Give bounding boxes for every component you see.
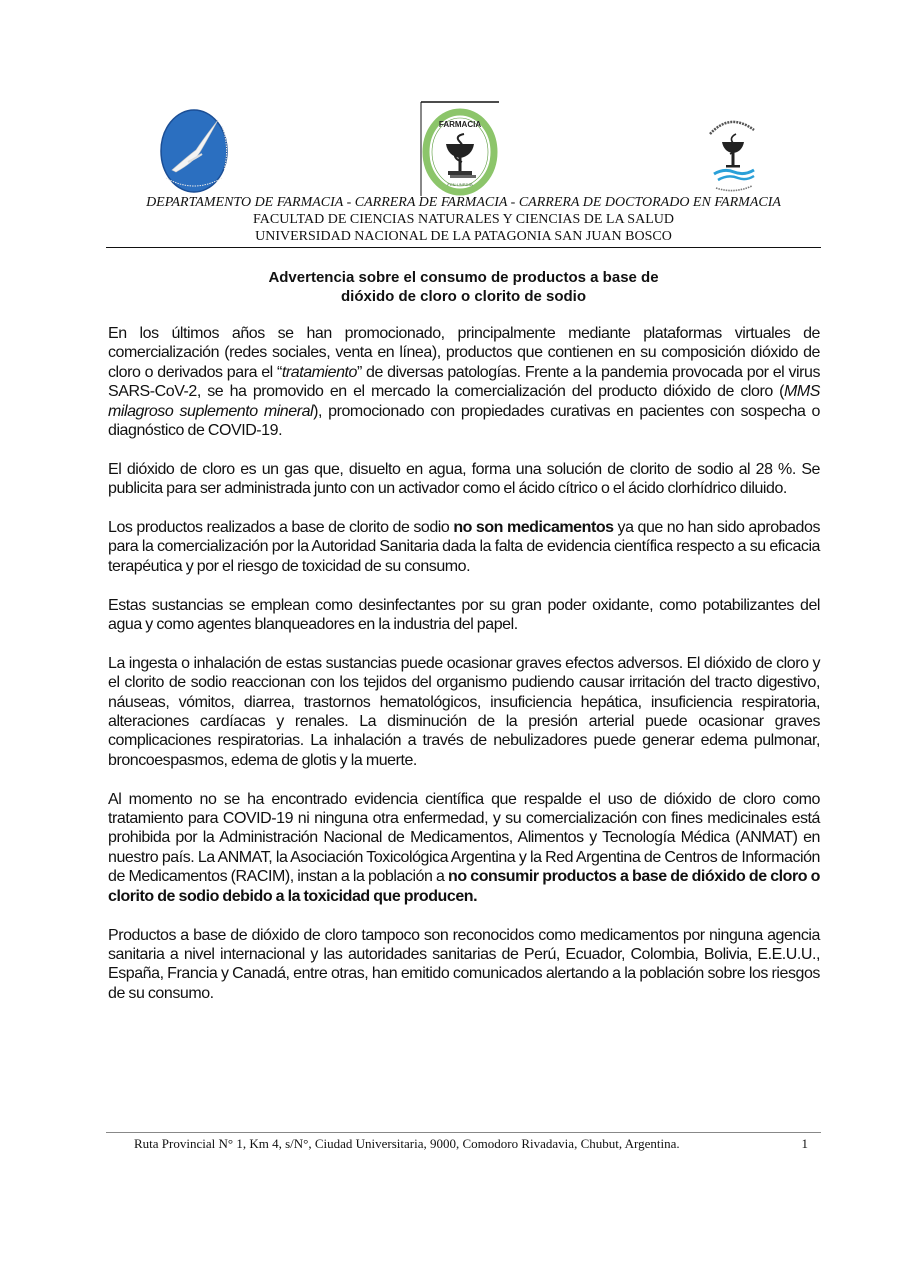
paragraph-3 — [108, 518, 820, 576]
paragraph-1-italic-b: MMS milagroso suplemento mineral — [108, 383, 820, 420]
letterhead — [106, 194, 821, 245]
page-number: 1 — [801, 1136, 808, 1151]
paragraph-1 — [108, 324, 820, 440]
paragraph-3-bold: no son medicamentos — [453, 519, 614, 537]
albatross-seal-logo — [158, 108, 230, 194]
footer-address: Ruta Provincial N° 1, Km 4, s/N°, Ciudad Universitaria, 9000, Comodoro Rivadavia, Chubut, Argentina. — [134, 1136, 680, 1151]
footer-divider — [106, 1132, 821, 1133]
title-line-1: Advertencia sobre el consumo de productos a base de — [268, 269, 659, 286]
svg-text:FCN·UNPSJB: FCN·UNPSJB — [447, 182, 473, 187]
document-body — [108, 324, 820, 1023]
paragraph-1-text-a: En los últimos años se han promocionado, principalmente mediante plataformas virtuales de comercialización (redes sociales, venta en línea), productos que contienen en su composición dióxido de cloro o derivados para el “ — [108, 325, 820, 381]
farmacia-logo-text: FARMACIA — [438, 120, 482, 129]
department-line: DEPARTAMENTO DE FARMACIA - CARRERA DE FARMACIA - CARRERA DE DOCTORADO EN FARMACIA — [146, 195, 781, 210]
document-title — [106, 268, 821, 306]
paragraph-1-text-b: ” de diversas patologías. Frente a la pandemia provocada por el virus SARS-CoV-2, se ha promovido en el mercado la comercialización del producto dióxido de cloro ( — [108, 363, 821, 401]
paragraph-4: Estas sustancias se emplean como desinfectantes por su gran poder oxidante, como potabilizantes del agua y como agentes blanqueadores en la industria del papel. — [108, 596, 820, 634]
paragraph-6-bold: no consumir productos a base de dióxido de cloro o clorito de sodio debido a la toxicidad que producen. — [108, 868, 820, 905]
faculty-line: FACULTAD DE CIENCIAS NATURALES Y CIENCIAS DE LA SALUD — [253, 212, 674, 227]
footer — [134, 1136, 814, 1152]
paragraph-2: El dióxido de cloro es un gas que, disuelto en agua, forma una solución de clorito de sodio al 28 %. Se publicita para ser administrada junto con un activador como el ácido cítrico o el ácido clorhídrico diluido. — [108, 460, 820, 498]
paragraph-7: Productos a base de dióxido de cloro tampoco son reconocidos como medicamentos por ninguna agencia sanitaria a nivel internacional y las autoridades sanitarias de Perú, Ecuador, Colombia, Bolivia, E.E.U.U., España, Francia y Canadá, entre otras, han emitido comunicados alertando a la población sobre los riesgos de su consumo. — [108, 926, 820, 1002]
paragraph-3-text-a: Los productos realizados a base de clorito de sodio — [108, 519, 454, 537]
paragraph-1-italic-a: tratamiento — [281, 363, 357, 381]
university-line: UNIVERSIDAD NACIONAL DE LA PATAGONIA SAN JUAN BOSCO — [255, 229, 672, 244]
paragraph-6-text-a: Al momento no se ha encontrado evidencia científica que respalde el uso de dióxido de cloro como tratamiento para COVID-19 ni ninguna otra enfermedad, y su comercialización con fines medicinales está prohibida por la Administración Nacional de Medicamentos, Alimentos y Tecnología Médica (ANMAT) en nuestro país. La ANMAT, la Asociación Toxicológica Argentina y la Red Argentina de Centros de Información de Medicamentos (RACIM), instan a la población a — [108, 790, 820, 886]
title-line-2: dióxido de cloro o clorito de sodio — [340, 288, 586, 305]
header-divider — [106, 247, 821, 248]
paragraph-3-text-b: ya que no han sido aprobados para la comercialización por la Autoridad Sanitaria dada la falta de evidencia científica respecto a su eficacia terapéutica y por el riesgo de toxicidad de su consumo. — [108, 519, 820, 575]
doctorado-farmacia-logo — [700, 108, 766, 194]
paragraph-5: La ingesta o inhalación de estas sustancias puede ocasionar graves efectos adversos. El dióxido de cloro y el clorito de sodio reaccionan con los tejidos del organismo pudiendo causar irritación del tracto digestivo, náuseas, vómitos, diarrea, trastornos hematológicos, insuficiencia hepática, insuficiencia respiratoria, alteraciones cardíacas y renales. La disminución de la presión arterial puede ocasionar graves complicaciones respiratorias. La inhalación a través de nebulizadores puede generar edema pulmonar, broncoespasmos, edema de glotis y la muerte. — [108, 654, 820, 769]
paragraph-6 — [108, 790, 820, 906]
paragraph-1-text-c: ), promocionado con propiedades curativas en pacientes con sospecha o diagnóstico de COVID-19. — [108, 402, 820, 440]
farmacia-logo — [420, 100, 500, 196]
